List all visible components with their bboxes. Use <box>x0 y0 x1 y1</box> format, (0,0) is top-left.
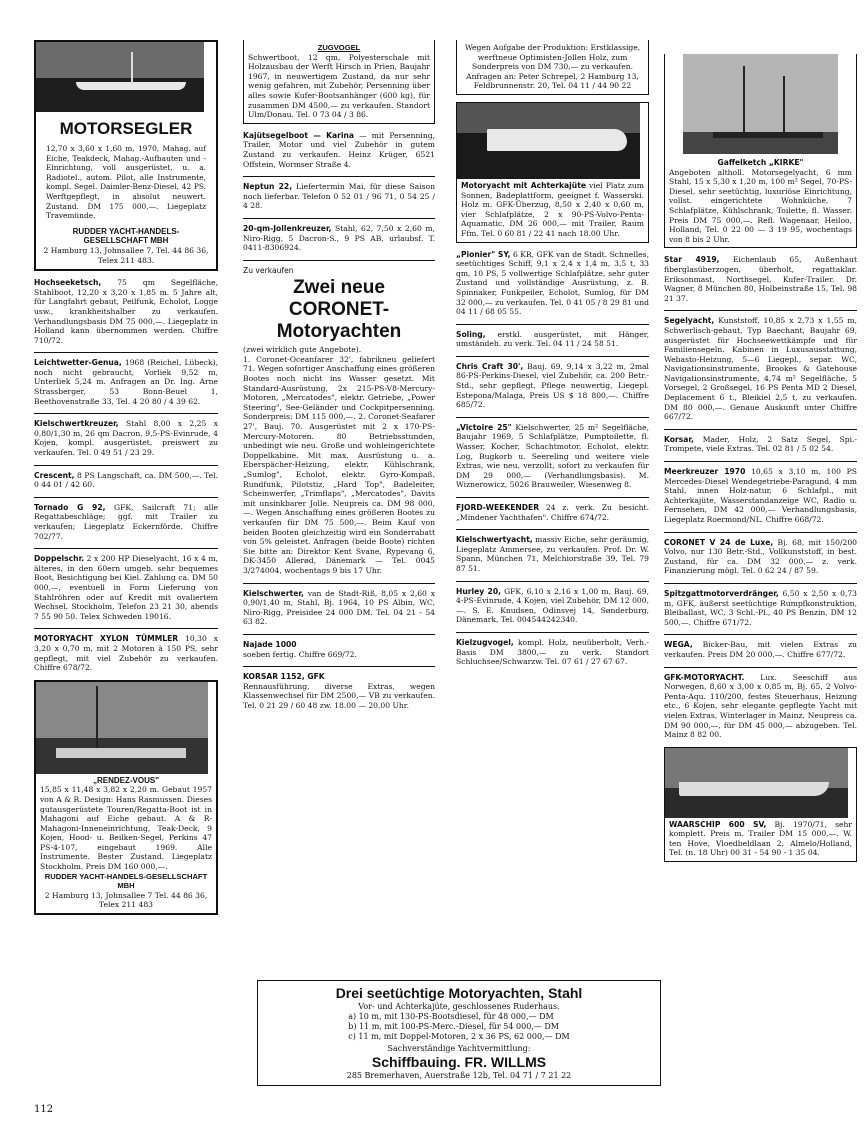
divider <box>664 667 857 668</box>
willms-intro: Vor- und Achterkajüte, geschlossenes Ruderhaus. <box>358 1002 560 1011</box>
ad-kielzugvogel <box>456 638 649 667</box>
ad-gfk-motoryacht <box>664 673 857 740</box>
ad-text: Stahl 8,00 x 2,25 x 0,80/1,30 m, 26 qm Dacron, 9,5-PS-Evinrude, 4 Kojen, kompl. ausgerüstet, preiswert zu verkaufen. Tel. 0 49 51 / 23 29. <box>34 419 218 458</box>
ad-text: van de Stadt-Riß, 8,05 x 2,60 x 0,90/1,40 m, Stahl, Bj. 1964, 10 PS Albin, WC, Niro-Rigg, Preisidee 24 000 DM. Tel. 04 21 - 54 63 82. <box>243 588 435 627</box>
motorsegler-photo <box>36 42 204 112</box>
divider <box>664 429 857 430</box>
ad-karina <box>243 131 435 169</box>
willms-ad <box>257 980 661 1086</box>
ad-text: Bicker-Bau, mit vielen Extras zu verkaufen. Preis DM 20 000,—. Chiffre 677/72. <box>664 640 857 659</box>
waarschip-photo <box>665 748 848 818</box>
coronet-ad <box>243 266 435 576</box>
ad-heading: Kielschwertyacht, <box>456 535 533 545</box>
zugvogel-body: Schwertboot, 12 qm, Polyesterschale mit Holzausbau der Werft Hirsch in Prien, Baujahr 1967, in neuwertigem Zustand, da nur sehr wenig gefahren, mit Zubehör, Persenning über alles sowie Kufer-Bootsanhänger (600 kg), für zusammen DM 4500,— zu verkaufen. Standort Ulm/Donau. Tel. 0 73 04 / 3 86. <box>248 52 430 120</box>
ad-heading: Kielschwerter, <box>243 588 304 598</box>
ad-crescent <box>34 471 218 490</box>
ad-text: GFK, Sailcraft 71; alle Regattabeschläge; ggf. mit Trailer zu verkaufen; Liegeplatz Eckernförde. Chiffre 702/77. <box>34 502 218 541</box>
coronet-kicker: Zu verkaufen <box>243 265 294 275</box>
column-3 <box>456 40 649 674</box>
ad-heading: Soling, <box>456 329 486 339</box>
ad-text: GFK, 6,10 x 2,16 x 1,00 m, Bauj. 69, 4-PS-Evinrude, 4 Kojen, viel Zubehör, DM 12 000,—. S. E. Knudsen, Odinsvej 14, Sønderburg, Dänemark, Tel. 004544242340. <box>456 586 649 625</box>
ad-heading: Meerkreuzer 1970 <box>664 467 746 477</box>
motoryacht-photo <box>457 103 640 179</box>
ad-coronet-v24 <box>664 538 857 576</box>
ad-text: Kielschwerter, 25 m² Segelfläche, Baujahr 1969, 5 Schlafplätze, Pumptoilette, fl. Wasser, Kocher, Schachtmotor, Echolot, elektr. Log, Bugkorb u. Seereling und weitere viele Extras, wie neu, verzollt, sofort zu verkaufen für DM 29 000,— (Verhandlungsbasis). M. Wiznerowicz, 5026 Brauweiler, Wiesenweg 8. <box>456 422 649 490</box>
ad-text: Bauj. 69, 9,14 x 3,22 m, 2mal 86-PS-Perkins-Diesel, viel Zubehör, ca. 200 Betr.-Std., sehr gepflegt, Pflege neuwertig, Liegepl. Estepona/Malaga, Preis US $ 18 800,—. Chiffre 685/72. <box>456 361 649 410</box>
column-4 <box>664 40 857 869</box>
page-number: 112 <box>34 1104 54 1115</box>
ad-najade <box>243 640 435 659</box>
ad-heading: WEGA, <box>664 640 693 650</box>
ad-hurley <box>456 587 649 625</box>
ad-text: Rennausführung, diverse Extras, wegen Klassenwechsel für DM 2500,— VB zu verkaufen. Tel. 0 21 29 / 60 48 zw. 18.00 — 20.00 Uhr. <box>243 681 435 710</box>
rendez-vous-dealer: RUDDER YACHT-HANDELS-GESELLSCHAFT MBH <box>44 871 208 891</box>
divider <box>34 548 218 549</box>
ad-heading: Hurley 20, <box>456 586 501 596</box>
rendez-vous-photo <box>36 682 208 774</box>
ad-heading: CORONET V 24 de Luxe, <box>664 537 774 547</box>
ad-leichtwetter-genua <box>34 358 218 406</box>
ad-text: Eichenlaub 65, Außenhaut fiberglasüberzogen, überholt, regattaklar. Eriksonmast, Northsegel, Kufer-Trailer. Dr. Wagner, 8 München 80, Holbeinstraße 15, Tel. 98 21 37. <box>664 255 857 303</box>
ad-heading: Najade 1000 <box>243 639 297 649</box>
zugvogel-ad <box>243 40 435 124</box>
ad-heading: Leichtwetter-Genua, <box>34 358 122 368</box>
ad-jollenkreuzer <box>243 224 435 253</box>
divider <box>34 497 218 498</box>
ad-text: erstkl. ausgerüstet, mit Hänger, umständeh. zu verk. Tel. 04 11 / 24 58 51. <box>456 329 649 349</box>
motorsegler-body: 12,70 x 3,60 x 1,60 m, 1970, Mahag. auf Eiche, Teakdeck, Mahag.-Aufbauten und -Einrichtung, voll ausgerüstet, u. a. Radiotel., autom. Pilot, alle Instrumente, kompl. Segel. Daimler-Benz-Diesel, 42 PS. Werftgepflegt, in absolut neuwert. Zustand. DM 175 000,—. Liegeplatz Travemünde. <box>46 144 206 221</box>
divider <box>456 356 649 357</box>
ad-text: 75 qm Segelfläche, Stahlboot, 12,20 x 3,20 x 1,85 m. 5 Jahre alt, für Langfahrt gebaut, Peilfunk, Echolot, Logge usw., krankheitshalber zu verkaufen. Verhandlungsbasis DM 75 000,—. Liegeplatz in Holland kann übernommen werden. Chiffre 710/72. <box>34 278 218 345</box>
divider <box>664 310 857 311</box>
ad-heading: 20-qm-Jollenkreuzer, <box>243 223 332 233</box>
divider <box>664 461 857 462</box>
ad-text: kompl. Holz, neuüberholt, Verh.-Basis DM 3800,— zu verk. Standort Schluchsee/Schwarzw. Tel. 07 61 / 27 67 67. <box>456 637 649 667</box>
divider <box>664 532 857 533</box>
divider <box>34 465 218 466</box>
ad-xylon-tuemmler <box>34 634 218 672</box>
ad-star <box>664 255 857 303</box>
ad-heading: MOTORYACHT XYLON TÜMMLER <box>34 634 179 644</box>
ad-text: 10,65 x 3,10 m, 100 PS Mercedes-Diesel Wendegetriebe-Paragund, 4 mm Stahl, innen Holz-natur, 6 Schlafpl., mit Achterkajüte, Wasserstandanzeige WC, Radio u. Fernsehen, DM 42 000,— Verhandlungsbasis, Liegeplatz Roermond/NL. Chiffre 668/72. <box>664 467 857 524</box>
optimist-body: Wegen Aufgabe der Produktion: Erstklassige, werftneue Optimisten-Jollen Holz, zum Sonderpreis von DM 730,— zu verkaufen. Anfragen an: Peter Schrepel, 2 Hamburg 13, Feldbrunnenstr. 20, Tel. 04 11 / 44 90 22 <box>464 43 641 91</box>
ad-heading: KORSAR 1152, GFK <box>243 672 325 682</box>
kirke-photo <box>683 54 838 154</box>
ad-heading: Kajütsegelboot — Karina <box>243 130 354 140</box>
divider <box>34 352 218 353</box>
rendez-vous-ad <box>34 680 218 915</box>
ad-text: Lux. Seeschiff aus Norwegen, 8,60 x 3,00 x 0,85 m, Bj. 65, 2 Volvo-Penta-Aqu. 110/200, festes Steuerhaus, Heizung etc., 6 Kojen, sehr elegante gepflegte Yacht mit vielen Extras, Winterlager in Mainz, Neupreis ca. DM 90 000,—, für DM 45 000,— abzugeben. Tel. Mainz 8 82 00. <box>664 672 857 740</box>
ad-heading: Star 4919, <box>664 255 720 265</box>
ad-segelyacht <box>664 316 857 422</box>
ad-text: Bj. 1970/71, sehr komplett. Preis m. Trailer DM 15 000,—. W. ten Hove, Vloedbeldlaan 2, Almelo/Holland, Tel. (n. 18 Uhr) 00 31 - 54 90 - 1 35 04. <box>669 819 852 858</box>
willms-item-a: a) 10 m, mit 130-PS-Bootsdiesel, für 48 000,— DM <box>348 1012 554 1021</box>
ad-korsar <box>243 672 435 710</box>
divider <box>34 628 218 629</box>
ad-text: 6 KR, GFK van de Stadt. Schnelles, seetüchtiges Schiff, 9,1 x 2,4 x 1,4 m, 3,5 t, 33 qm, 10 PS, 5 vollwertige Schlafplätze, sehr guter Zustand und vollständige Ausrüstung, z. B. Spinnaker, Funkpeiler, Echolot, Sumlog, für DM 32 000,— zu verkaufen. Tel. 0 41 05 / 8 29 81 und 04 11 / 68 05 55. <box>456 249 649 317</box>
ad-text: 8 PS Langschaft, ca. DM 500,—. Tel. 0 44 01 / 42 60. <box>34 470 218 490</box>
ad-heading: Neptun 22, <box>243 182 293 192</box>
divider <box>243 666 435 667</box>
ad-heading: Kielzugvogel, <box>456 637 514 647</box>
coronet-sub: (zwei wirklich gute Angebote). <box>243 345 362 355</box>
rendez-vous-body: 15,85 x 11,48 x 3,82 x 2,20 m. Gebaut 1957 von A & R. Design: Hans Rasmussen. Dieses gutausgerüstete Touren/Regatta-Boot ist in Mahagoni auf Eiche gebaut. A & R-Mahagoni-Inneneinrichtung, Teak-Deck, 9 Kojen, Hood- u. Beilken-Segel, Perkins 47 PS-4-107, eingebaut 1969. Alle Instrumente. Bester Zustand. Liegeplatz Stockholm. Preis DM 160 000,—. <box>40 785 212 872</box>
ad-kielschwertyacht <box>456 535 649 573</box>
ad-heading: Motoryacht mit Achterkajüte <box>461 180 586 190</box>
ad-text: massiv Eiche, sehr geräumig, Liegeplatz Ammersee, zu verkaufen. Prof. Dr. W. Spann, München 71, Melchiorstraße 39, Tel. 79 87 51. <box>456 535 649 573</box>
divider <box>243 260 435 261</box>
motorsegler-dealer: RUDDER YACHT-HANDELS-GESELLSCHAFT MBH <box>72 226 180 246</box>
achterkajuete-ad <box>456 102 649 243</box>
willms-expert: Sachverständige Yachtvermittlung: <box>387 1044 531 1053</box>
coronet-headline: Zwei neue CORONET-Motoryachten <box>276 277 402 343</box>
ad-text: Liefertermin Mai, für diese Saison noch lieferbar. Telefon 0 52 01 / 96 71, 0 54 25 / 4 28. <box>243 182 435 211</box>
divider <box>456 417 649 418</box>
ad-heading: Korsar, <box>664 434 694 444</box>
divider <box>456 581 649 582</box>
divider <box>456 324 649 325</box>
ad-heading: Kielschwertkreuzer, <box>34 419 119 429</box>
ad-heading: WAARSCHIP 600 SV, <box>669 819 767 829</box>
willms-item-c: c) 11 m, mit Doppel-Motoren, 2 x 36 PS, 62 000,— DM <box>348 1032 570 1041</box>
motorsegler-address: 2 Hamburg 13, Johnsallee 7, Tel. 44 86 36, Telex 211 483. <box>43 245 209 265</box>
ad-text: Stahl, 62, 7,50 x 2,60 m, Niro-Rigg, 5 Dacron-S., 9 PS AB, urlaubsf. T. 0411-8306924. <box>243 223 435 253</box>
ad-kielschwertkreuzer <box>34 419 218 457</box>
ad-text: viel Platz zum Sonnen, Badeplattform, geeignet f. Wasserski. Holz m. GFK-Überzug, 8,50 x 2,40 x 0,60 m, vier Schlafplätze, 2 x 90-PS-Volvo-Penta-Aquamatic, DM 26 000,— mit Trailer, Raum Ffm. Tel. 0 60 81 / 22 41 nach 18.00 Uhr. <box>461 180 645 238</box>
willms-name: Schiffbauing. FR. WILLMS <box>371 1054 547 1070</box>
kirke-title: Gaffelketch „KIRKE" <box>717 158 804 167</box>
ad-heading: GFK-MOTORYACHT. <box>664 672 745 682</box>
column-1 <box>34 40 218 922</box>
ad-victoire <box>456 423 649 490</box>
divider <box>456 632 649 633</box>
divider <box>456 497 649 498</box>
kirke-ad <box>664 54 857 248</box>
ad-heading: FJORD-WEEKENDER <box>456 503 540 512</box>
ad-heading: Chris Craft 30', <box>456 361 524 371</box>
willms-headline: Drei seetüchtige Motoryachten, Stahl <box>335 985 583 1001</box>
rendez-vous-title: „RENDEZ-VOUS" <box>92 775 160 785</box>
kirke-body: Angeboten altholl. Motorsegelyacht, 6 mm Stahl, 15 x 5,30 x 1,20 m, 100 m² Segel, 70-PS-Diesel, sehr seetüchtig, luxuriöse Einrichtung, vollst. eingerichtete Wohnküche, 7 Schlafplätze, Kühlschrank, Toilette, fl. Wasser. Preis DM 75 000,—. Refl. Wagenaar, Heiloo, Holland, Tel. 0 22 00 — 3 19 95, wochentags von 8 bis 2 Uhr. <box>669 167 852 244</box>
ad-heading: Doppelschr. <box>34 554 85 564</box>
ad-hochseeketsch <box>34 278 218 345</box>
ad-soling <box>456 330 649 349</box>
ad-text: soeben fertig. Chiffre 669/72. <box>243 649 357 659</box>
divider <box>243 176 435 177</box>
ad-heading: Tornado G 92, <box>34 502 106 512</box>
ad-text: 2 x 200 HP Dieselyacht, 16 x 4 m, älteres, in den 60ern umgeb. sehr bequemes Boot, Besichtigung bei Kiel. Zahlung ca. DM 50 000,—, eventuell in Form Lieferung von Stahlröhren oder auf Kredit mit ovaliertem Wechsel. Stockholm, Telefon 23 21 30, abends 7 55 90 50. Telex Schweden 19016. <box>34 554 218 621</box>
ad-fjord-weekender <box>456 503 649 522</box>
ad-neptun <box>243 182 435 211</box>
divider <box>34 413 218 414</box>
coronet-body: 1. Coronet-Oceanfarer 32', fabrikneu geliefert 71. Wegen sofortiger Anschaffung eines größeren Bootes noch nicht ins Wasser gesetzt. Mit Standard-Ausrüstung, 2x 215-PS-V8-Mercury-Motoren, „Mercatodes", elektr. Getriebe, „Power Steering", See-Geländer und Cockpitpersenning. Sonderpreis: DM 115 000,—. 2. Coronet-Seafarer 27', Bauj. 70. Ausgerüstet mit 2 x 170-PS-Mercury-Motoren. 80 Betriebsstunden, unbedingt wie neu. Große und wohleingerichtete Doppelkabine. Mit max. Ausrüstung u. a. Eberspächer-Heizung, elektr. Kühlschrank, „Sumlog", Echolot, elektr. Gyro-Kompaß, Rundfunk, Pilotstiz, „Hard Top", Badeleiter, Scheinwerfer, „Trimflaps", „Mercatodes", Davits mit unsinkbarer Jolle. Neupreis ca. DM 98 000,—. Wegen Anschaffung eines größeren Bootes zu verkaufen für DM 75 500,—. Beim Kauf von beiden Booten gleichzeitig wird ein Sonderrabatt von 5% geleistet. Anfragen (beide Boote) richten Sie bitte an: Direktor Kent Svane, Rypevang 6, DK-3450 Allerød, Dänemark — Tel. 0045 3/274004, wochentags 9 bis 17 Uhr. <box>243 354 435 575</box>
ad-heading: „Pionier" SY, <box>456 249 511 259</box>
divider <box>243 583 435 584</box>
ad-heading: Spitzgattmotorverdränger, <box>664 588 779 598</box>
ad-heading: „Victoire 25" <box>456 422 512 432</box>
motorsegler-ad <box>34 40 218 271</box>
divider <box>243 634 435 635</box>
ad-text: 24 z. verk. Zu besicht. „Mindener Yachthafen". Chiffre 674/72. <box>456 503 649 522</box>
ad-text: Mader, Holz, 2 Satz Segel, Spi.-Trompete, viele Extras. Tel. 02 81 / 5 02 54. <box>664 434 857 454</box>
ad-text: Bj. 68, mit 150/200 Volvo, nur 130 Betr.-Std., Vollkunststoff, in best. Zustand, für ca. DM 32 000,— z. verk. Finanzierung mögl. Tel. 0 62 24 / 87 59. <box>664 537 857 576</box>
ad-text: — mit Persenning, Trailer, Motor und viel Zubehör in gutem Zustand zu verkaufen. Heinz Krüger, 6521 Offstein, Wormser Straße 4. <box>243 130 435 169</box>
willms-item-b: b) 11 m, mit 100-PS-Merc.-Diesel, für 54 000,— DM <box>348 1022 559 1031</box>
ad-kielschwerter <box>243 589 435 627</box>
divider <box>664 583 857 584</box>
ad-heading: Crescent, <box>34 470 75 480</box>
optimist-ad <box>456 40 649 95</box>
motorsegler-title: MOTORSEGLER <box>59 119 193 138</box>
ad-text: 1968 (Reichel, Lübeck), noch nicht gebraucht, Vorliek 9,52 m, Unterliek 5,24 m. Anfragen an Dr. Ing. Arne Strassberger, 53 Bonn-Beuel 1, Beethovenstraße 33, Tel. 4 20 80 / 4 39 62. <box>34 358 218 406</box>
ad-spitzgatt <box>664 589 857 627</box>
willms-address: 285 Bremerhaven, Auerstraße 12b, Tel. 04 71 / 7 21 22 <box>346 1071 572 1080</box>
divider <box>664 634 857 635</box>
col1-ads <box>34 278 218 673</box>
waarschip-ad <box>664 747 857 862</box>
divider <box>456 529 649 530</box>
ad-pionier <box>456 250 649 317</box>
ad-tornado <box>34 503 218 541</box>
ad-heading: Segelyacht, <box>664 316 715 326</box>
column-2 <box>243 40 435 717</box>
ad-wega <box>664 640 857 659</box>
ad-heading: Hochseeketsch, <box>34 278 102 288</box>
zugvogel-title: ZUGVOGEL <box>317 43 361 52</box>
divider <box>243 218 435 219</box>
ad-chris-craft <box>456 362 649 410</box>
ad-text: 6,50 x 2,50 x 0,73 m, GFK, äußerst seetüchtige Rumpfkonstruktion, Bleiballast, WC, 3 Schl.-Pl., 40 PS Benzin, DM 12 500,—. Chiffre 671/72. <box>664 588 857 627</box>
ad-doppelschr <box>34 554 218 621</box>
ad-text: Kunststoff, 10,85 x 2,73 x 1,55 m, Schwerlisch-gebaut, Typ Baechant, Baujahr 69, ausgerüstet für Hochseewettkämpfe und für Familiensegeln. Kabinen in Luxusausstattung, Webasto-Heizung, 5—6 Liegepl., separ. WC, Navigationsinstrumente, Brookes & Gatehouse Navigationsinstrumente, 4,74 m² Segelfläche, 5 Vorsegel, 2 Großsegel, 16 PS Penta MD 2 Diesel, Deplacement 6 t., Bleikiel 2,5 t, zu verkaufen. DM 80 000,—. Genaue Auskunft unter Chiffre 667/72. <box>664 316 857 422</box>
ad-korsar-mader <box>664 435 857 454</box>
rendez-vous-address: 2 Hamburg 13, Johnsallee 7 Tel. 44 86 36, Telex 211 483 <box>44 890 208 910</box>
ad-text: 10,30 x 3,20 x 0,70 m, mit 2 Motoren à 150 PS, sehr gepflegt, mit viel Zubehör zu verkaufen. Chiffre 678/72. <box>34 634 218 673</box>
ad-meerkreuzer <box>664 467 857 525</box>
